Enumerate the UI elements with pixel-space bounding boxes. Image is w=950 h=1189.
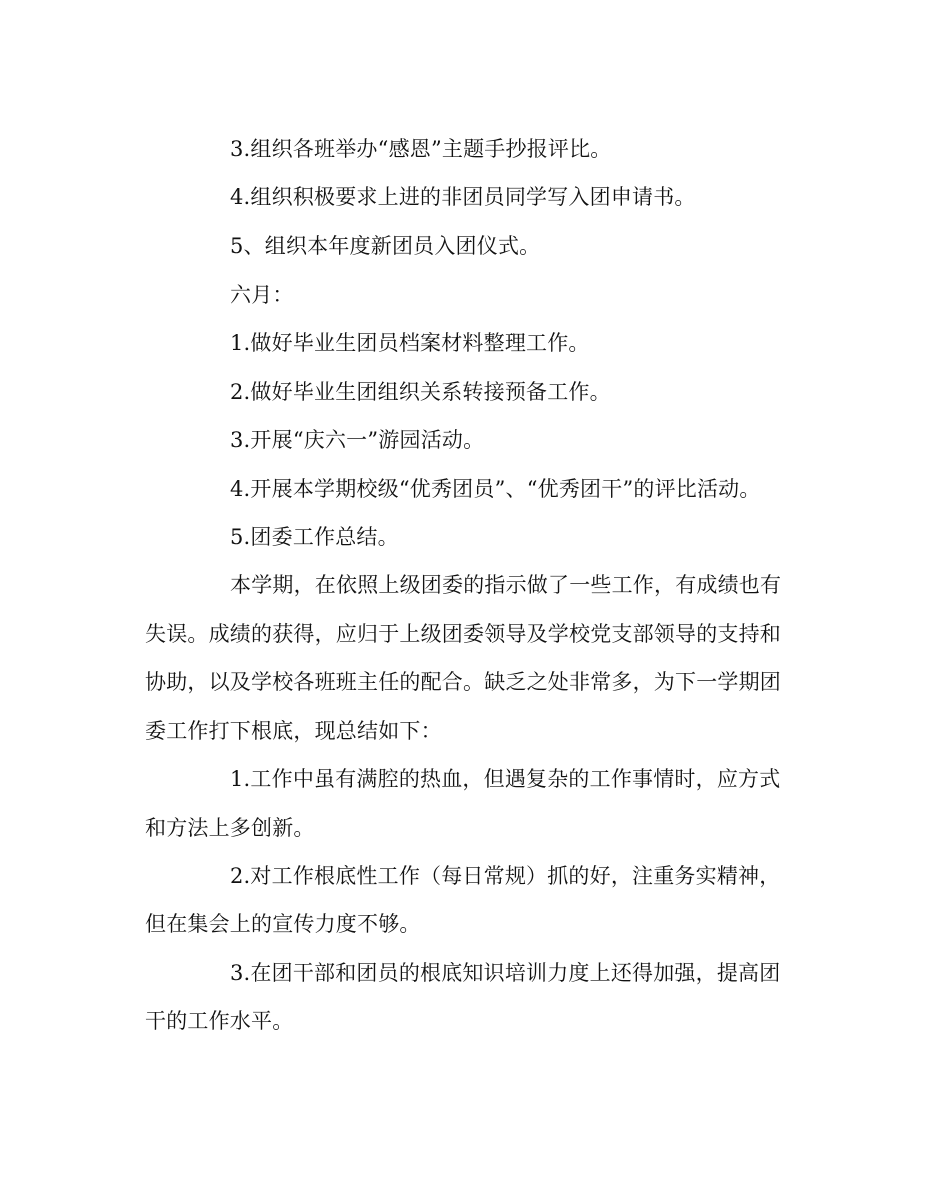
- text-line: 3.组织各班举办“感恩”主题手抄报评比。: [230, 137, 612, 161]
- section-heading: 六月：: [230, 283, 294, 307]
- text-line: 4.组织积极要求上进的非团员同学写入团申请书。: [230, 185, 696, 209]
- paragraph-line: 但在集会上的宣传力度不够。: [145, 912, 421, 936]
- text-line: 5、组织本年度新团员入团仪式。: [230, 234, 541, 258]
- text-line: 2.做好毕业生团组织关系转接预备工作。: [230, 380, 611, 404]
- paragraph-line: 3.在团干部和团员的根底知识培训力度上还得加强，提高团: [230, 961, 781, 985]
- text-line: 3.开展“庆六一”游园活动。: [230, 428, 485, 452]
- paragraph-line: 2.对工作根底性工作（每日常规）抓的好，注重务实精神，: [230, 864, 781, 888]
- text-line: 1.做好毕业生团员档案材料整理工作。: [230, 331, 590, 355]
- text-line: 4.开展本学期校级“优秀团员”、“优秀团干”的评比活动。: [230, 477, 761, 501]
- paragraph-line: 委工作打下根底，现总结如下：: [145, 719, 442, 743]
- paragraph-line: 和方法上多创新。: [145, 816, 315, 840]
- paragraph-line: 失误。成绩的获得，应归于上级团委领导及学校党支部领导的支持和: [145, 622, 781, 646]
- text-line: 5.团委工作总结。: [230, 525, 399, 549]
- paragraph-line: 1.工作中虽有满腔的热血，但遇复杂的工作事情时，应方式: [230, 767, 781, 791]
- paragraph-line: 协助，以及学校各班班主任的配合。缺乏之处非常多，为下一学期团: [145, 670, 781, 694]
- paragraph-line: 本学期，在依照上级团委的指示做了一些工作，有成绩也有: [230, 573, 782, 597]
- paragraph-line: 干的工作水平。: [145, 1009, 294, 1033]
